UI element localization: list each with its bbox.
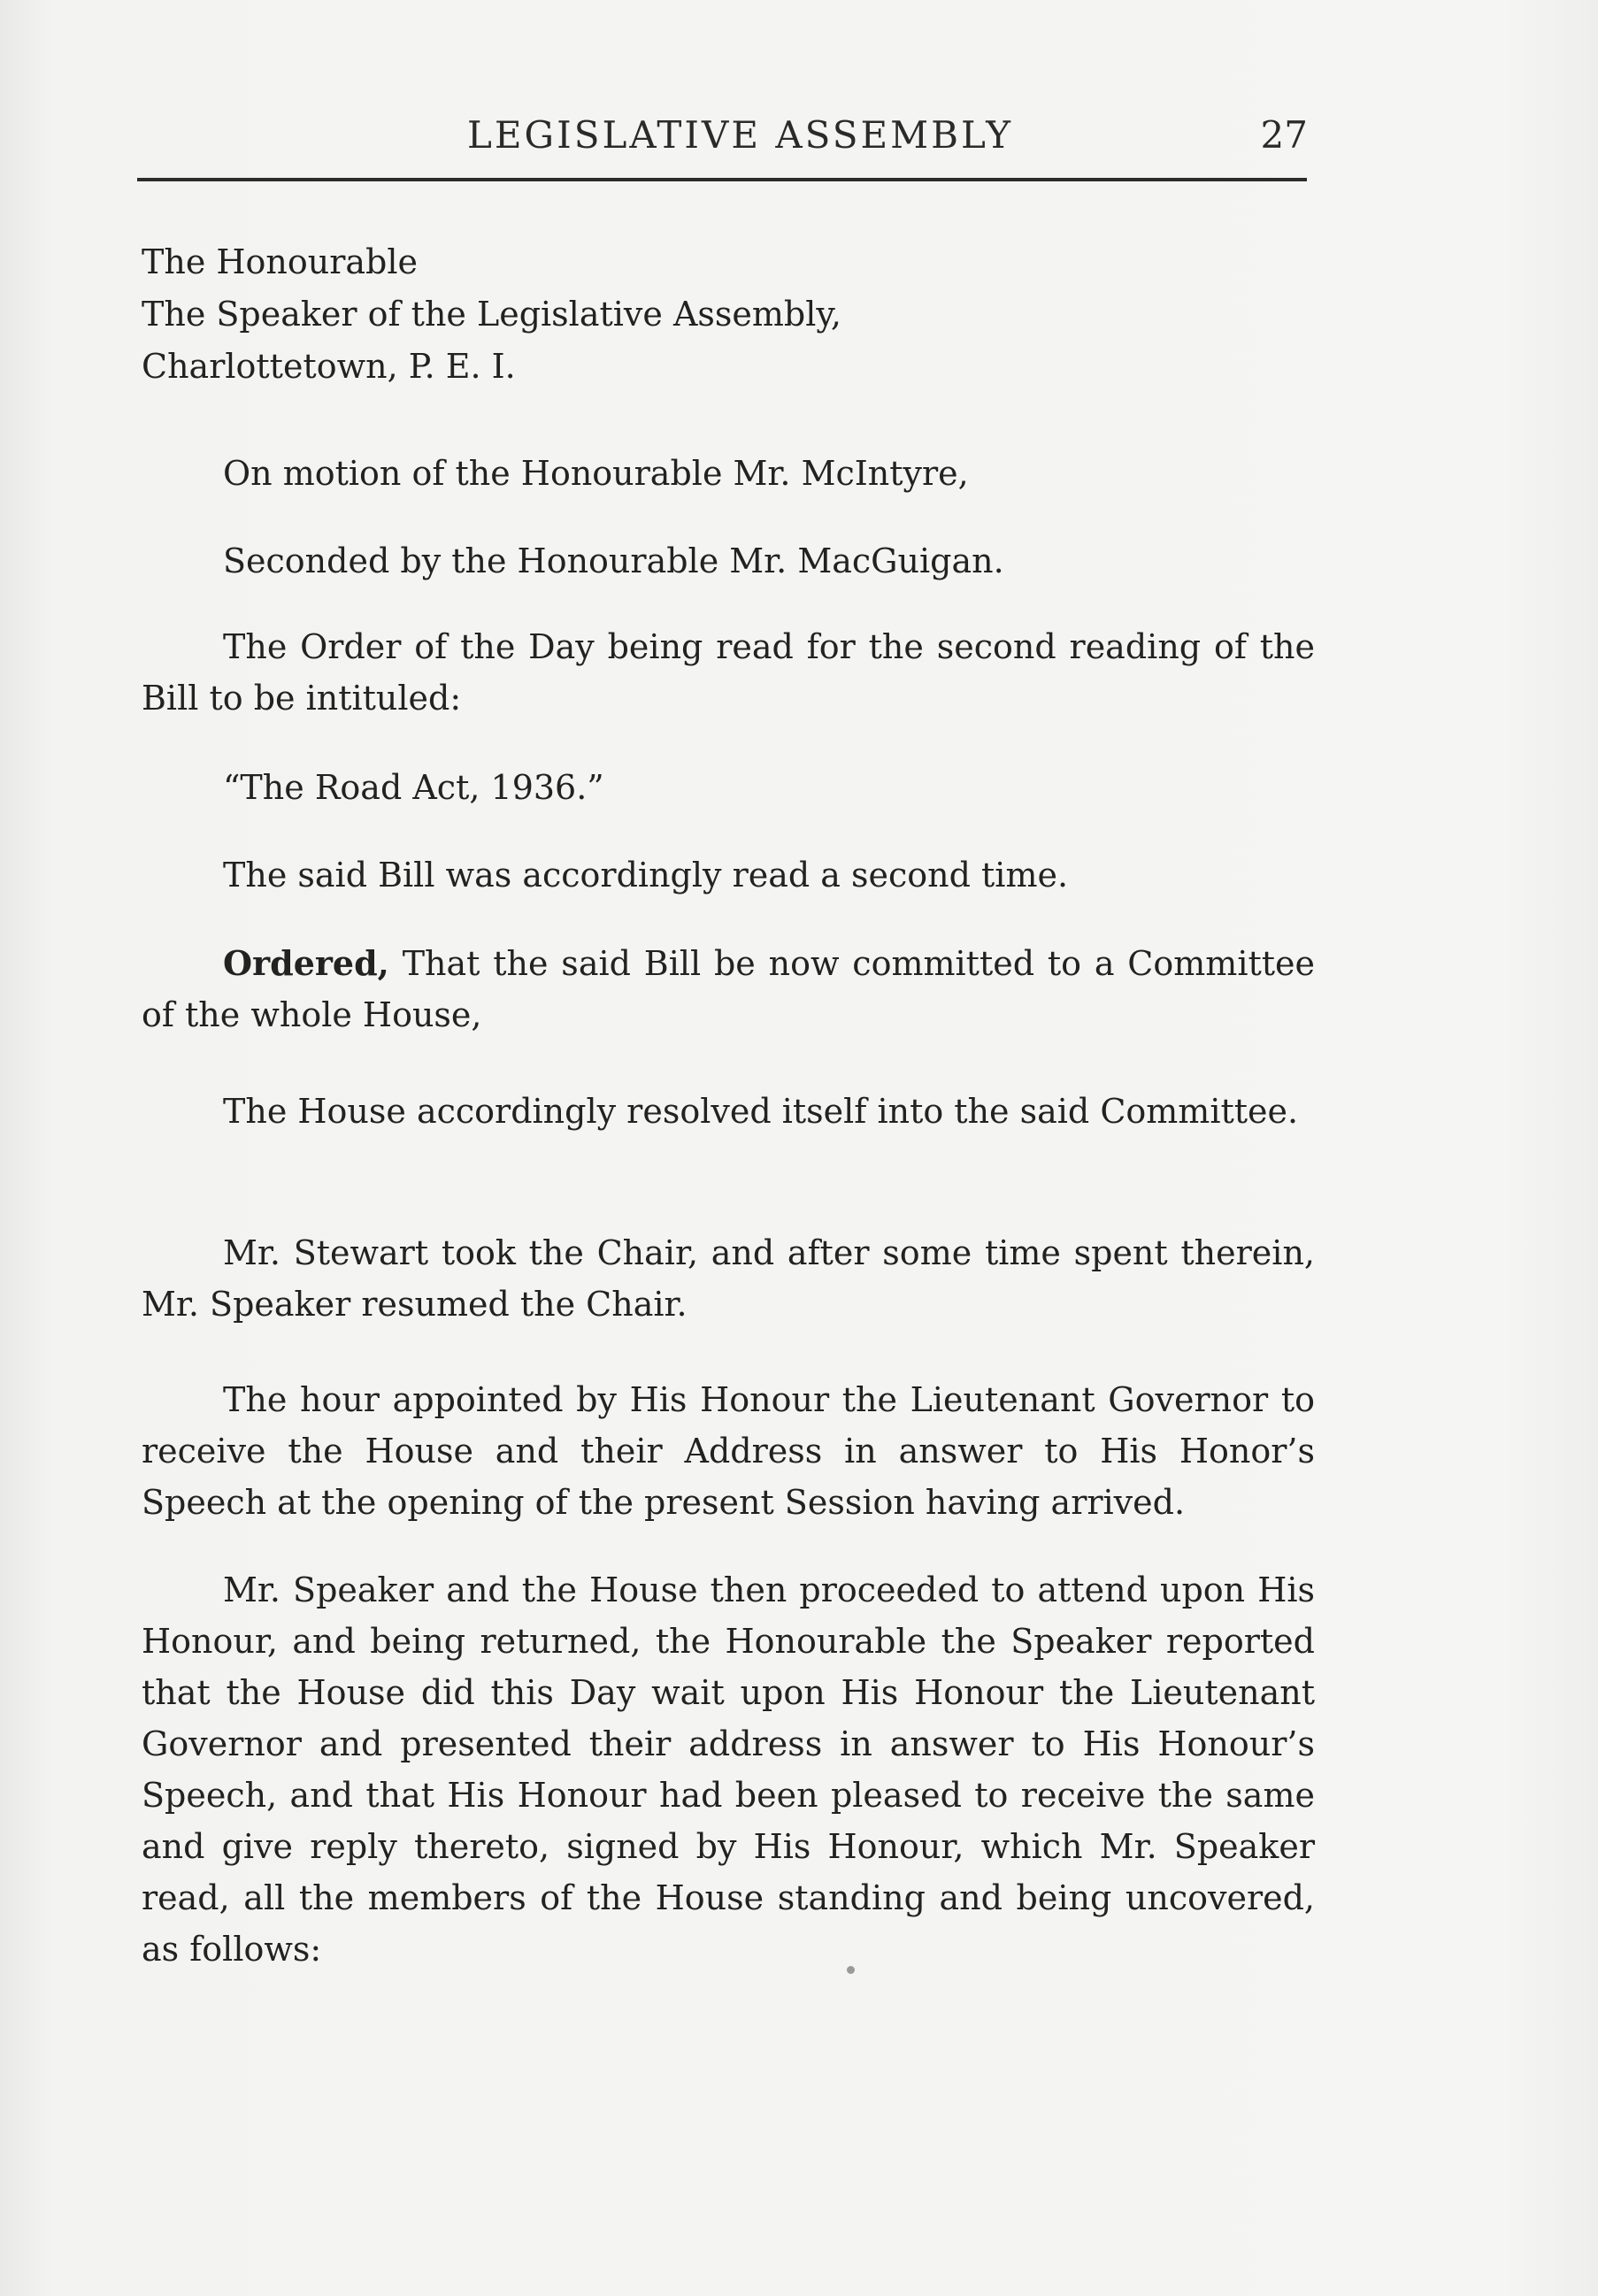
- bill-title: “The Road Act, 1936.”: [223, 768, 604, 807]
- address-line-2: The Speaker of the Legislative Assembly,: [142, 295, 841, 334]
- seconded-paragraph: Seconded by the Honourable Mr. MacGuigan.: [223, 541, 1004, 580]
- ordered-label: Ordered,: [223, 943, 389, 983]
- hour-appointed-paragraph: The hour appointed by His Honour the Lieutenant Governor to receive the House and their Address in answer to His Honor’s Speech at the opening of the present Session having arrived.: [142, 1380, 1315, 1522]
- header-rule: [137, 178, 1307, 181]
- read-second-paragraph: The said Bill was accordingly read a second time.: [223, 856, 1069, 895]
- ordered-paragraph: [142, 938, 1315, 1040]
- speaker-attend-paragraph: Mr. Speaker and the House then proceeded to attend upon His Honour, and being returned, the Honourable the Speaker reported that the House did this Day wait upon His Honour the Lieutenant Governor and presented their address in answer to His Honour’s Speech, and that His Honour had been pleased to receive the same and give reply thereto, signed by His Honour, which Mr. Speaker read, all the members of the House standing and being uncovered, as follows:: [142, 1570, 1315, 1969]
- ink-speck: [847, 1966, 855, 1974]
- address-line-1: The Honourable: [142, 242, 419, 281]
- motion-paragraph: On motion of the Honourable Mr. McIntyre,: [223, 454, 969, 493]
- page-number: 27: [1260, 113, 1308, 157]
- header-title: LEGISLATIVE ASSEMBLY: [467, 113, 1013, 157]
- running-header: [140, 113, 1308, 163]
- order-of-day-paragraph: The Order of the Day being read for the second reading of the Bill to be intituled:: [142, 627, 1315, 718]
- house-resolved-paragraph: The House accordingly resolved itself into the said Committee.: [223, 1092, 1299, 1131]
- stewart-paragraph: Mr. Stewart took the Chair, and after some time spent therein, Mr. Speaker resumed the Chair.: [142, 1233, 1315, 1324]
- address-line-3: Charlottetown, P. E. I.: [142, 347, 516, 386]
- ordered-text: That the said Bill be now committed to a Committee of the whole House,: [142, 944, 1315, 1034]
